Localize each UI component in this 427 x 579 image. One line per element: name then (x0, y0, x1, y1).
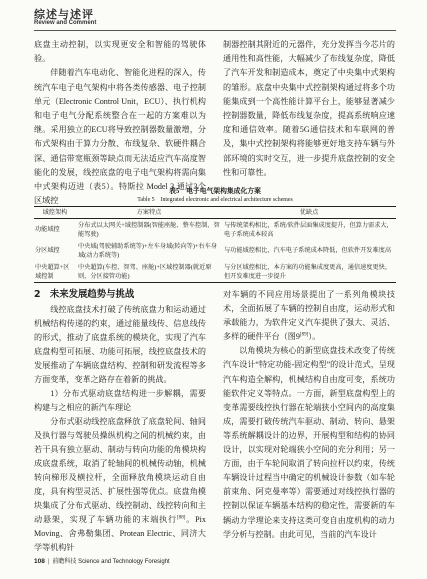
journal-name: 前瞻科技 Science and Technology Foresight (52, 559, 170, 565)
paragraph-text: ）。 (308, 332, 321, 342)
header-rule (34, 30, 396, 31)
table-caption-cn: 表5 电子电气架构集成化方案 (169, 188, 261, 195)
footer-separator: | (47, 559, 50, 565)
citation-ref: [89] (299, 332, 309, 338)
table-row (34, 240, 396, 261)
section-category-title: 综述与述评 (34, 8, 94, 21)
table-cell: 与传统架构相比，系统/软件层面集成度提升，但算力需求大，电子系统成本较高 (224, 221, 393, 238)
top-left-column (34, 38, 206, 206)
lower-right-column (223, 288, 395, 545)
paragraph-text: 。Pix Moving、舍弗勒集团、Protean Electric、同济大学等机构针 (34, 515, 206, 552)
table-caption-en: Table 5 Integrated electronic and electrical architecture schemes (137, 197, 293, 203)
table-row (34, 261, 396, 283)
section-heading: 2 未来发展趋势与挑战 (34, 289, 135, 300)
citation-ref: [88] (177, 515, 186, 521)
page-number: 108 (34, 558, 45, 565)
table-cell: 分布式以太网关+域控制器(智能座舱、整车控制、智能驾驶) (78, 221, 220, 238)
column-header: 域控架构 (34, 207, 76, 219)
paragraph: 伴随着汽车电动化、智能化进程的深入，传统汽车电子电气架构中将各类传感器、电子控制单元（Electronic Control Unit，ECU）、执行机构和电子电气分配系统整合在一起的方案难以为继。采用独立的ECU将导致控制器数量激增，分布式架构由于算力分散、布线复杂、软硬件耦合深、通信带宽瓶颈等缺点而无法适应汽车高度智能化的发展，线控底盘的电子电气架构将需向集中式架构迈进（表5）。特斯拉 Model 3 通过3个区域控 (34, 68, 206, 206)
lower-left-column (34, 303, 206, 552)
table-row (34, 219, 396, 241)
paragraph: 制器控制其附近的元器件，充分发挥当今芯片的通用性和高性能，大幅减少了布线复杂度，降低了汽车开发和制造成本，奠定了中央集中式架构的雏形。底盘中央集中式控制架构通过将多个功能集成到一个高性能计算平台上，能够显著减少控制器数量，降低布线复杂度，提高系统响应速度和通信效率。随着5G通信技术和车联网的普及，集中式控制架构将能够更好地支持车辆与外部环境的实时交互，进一步提升底盘控制的安全性和可靠性。 (223, 40, 395, 177)
table-cell: 与分区域控相比，本方案的功能集成度更高，通信速度更快，但开发难度进一步提升 (224, 263, 392, 280)
paragraph: 以角模块为核心的新型底盘技术改变了传统汽车设计“特定功能-固定构型”的设计范式，呈现汽车构造全解构，机械结构自由度可变，系统功能软件定义等特点。一方面，新型底盘构型上的变革需要线控执行器在轮端狭小空间内的高度集成，需要打破传统汽车驱动、制动、转向、悬架等系统解耦设计的边界，开展构型和结构的协同设计，以实现对轮端狭小空间的充分利用；另一方面，由于车轮间取消了转向拉杆以约束，传统车辆设计过程当中确定的机械设计参数（如车轮前束角、阿克曼率等）需要通过对线控执行器的控制以保证车辆基本结构的稳定性，需要新的车辆动力学理论来支持这类可变自由度机构的动力学分析与控制。由此可见，当前的汽车设计 (223, 346, 395, 539)
table-cell: 中央超算+区域控制 (35, 263, 70, 280)
top-right-column (223, 38, 395, 184)
table-cell: 功能域控 (35, 226, 60, 233)
table-cell: 分区域控 (35, 247, 60, 254)
paragraph: 线控底盘技术打破了传统底盘力和运动通过机械结构传递的约束，通过能量线传、信息线传的形式，推动了底盘系统的模块化，实现了汽车底盘构型可拓展、功能可拓展，线控底盘技术的发展推动了车辆底盘结构、控制和研发流程等多方面变革，变革之路存在着新的挑战。 (34, 305, 206, 384)
table-cell: 中央超算(车控、智驾、座舱)+区域控制器(就近原则，分区接管功能) (78, 263, 212, 280)
table-cell: 中央域(驾驶辅助系统等)+左车身域(转向等)+右车身域(动力系统等) (78, 242, 217, 259)
subsection-heading: 1）分布式驱动底盘结构进一步解耦，需要构建与之相应的新汽车理论 (34, 389, 206, 412)
section-category-subtitle: Review and Comment (34, 20, 97, 26)
table-cell: 与功能域控相比，汽车电子系统成本降低，但软件开发难度高 (224, 247, 392, 254)
paragraph (223, 288, 395, 344)
paragraph-text: 分布式驱动线控底盘释放了底盘轮间、轴间及执行器与驾驶员操纵机构之间的机械约束，由若干具有独立驱动、制动与转向功能的角模块构成底盘系统，取消了轮轴间的机械传动轴，机械转向梯形及横拉杆，全面释放角模块运动自由度，具有构型灵活、扩展性强等优点。底盘角模块集成了分布式驱动、线控制动、线控转向和主动悬架，实现了车辆功能的末端执行 (34, 417, 206, 524)
paragraph: 底盘主动控制，以实现更安全和智能的驾驶体验。 (34, 40, 206, 64)
paragraph (34, 415, 206, 555)
paragraph-text: 对车辆的不同应用场景提出了一系列角模块技术，全面拓展了车辆的控制自由度，运动形式和承载能力，为软件定义汽车提供了强大、灵活、多样的硬件平台（图9 (223, 290, 395, 342)
page-footer (34, 557, 170, 567)
table-header-row (34, 207, 396, 219)
architecture-table (34, 206, 396, 283)
column-header: 方案特点 (76, 207, 222, 219)
column-header: 优缺点 (222, 207, 396, 219)
